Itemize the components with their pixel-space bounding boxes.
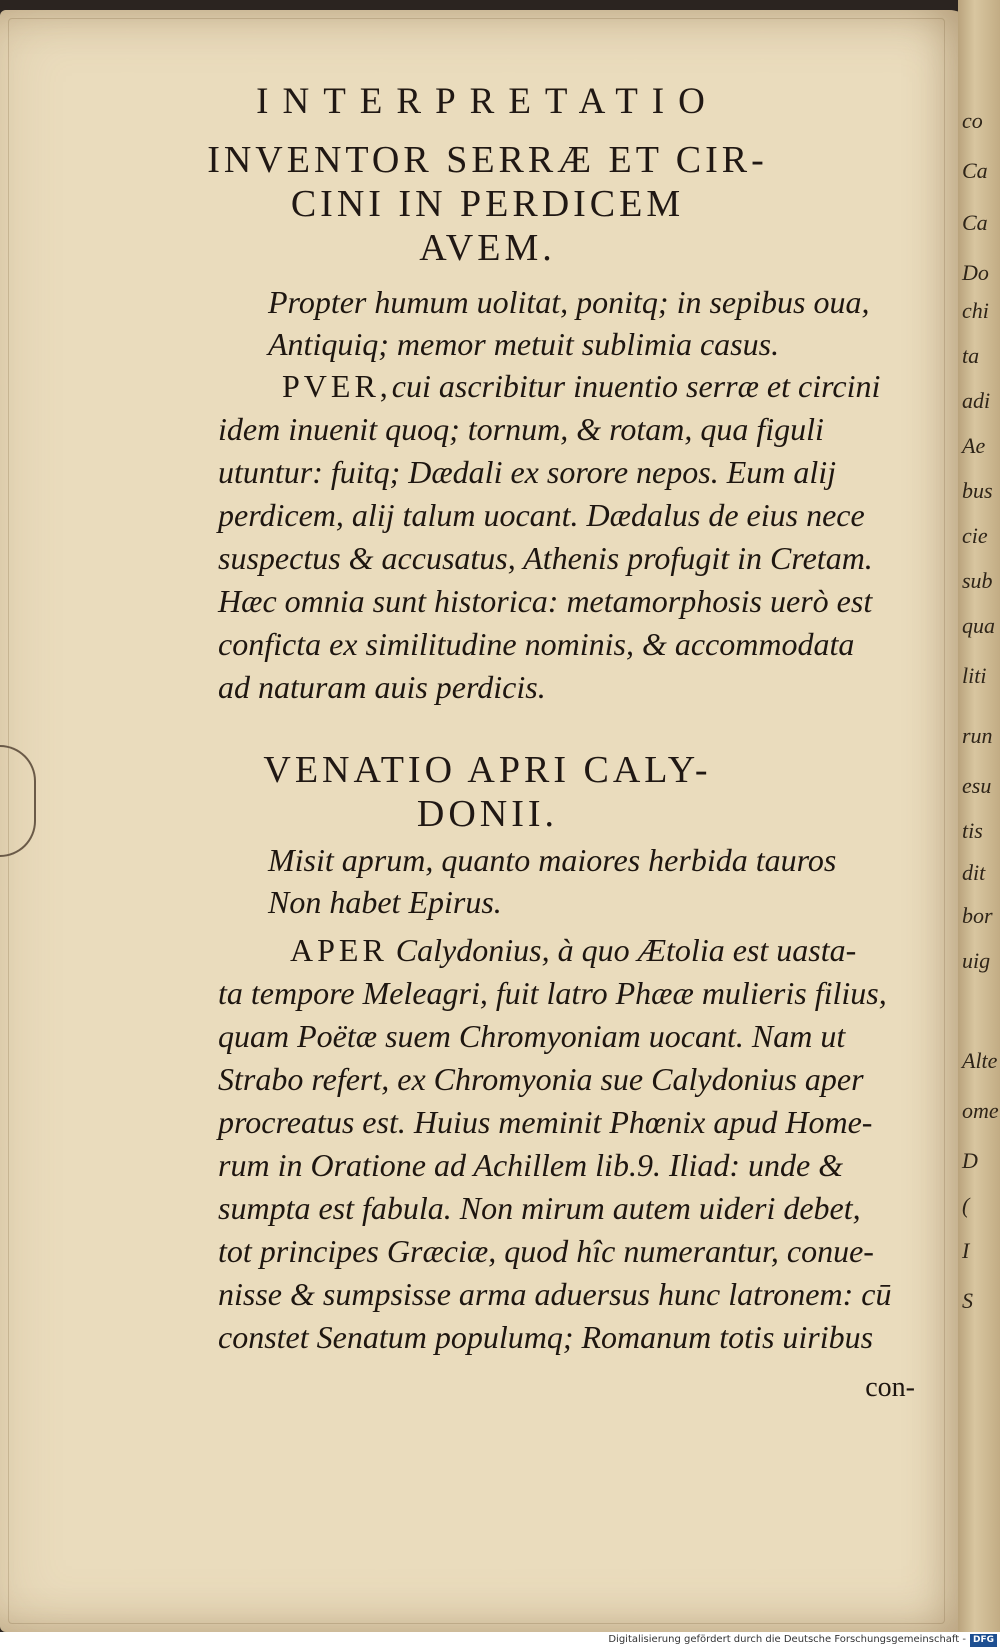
margin-fragment: bor [962,903,993,928]
margin-fragment: ome [962,1098,999,1123]
body-line: tot principes Græciæ, quod hîc numerantur, conue- [218,1233,874,1269]
verse-line: Antiquiq; memor metuit sublimia casus. [268,326,780,362]
margin-fragment: tis [962,818,983,843]
body-line: nisse & sumpsisse arma aduersus hunc latronem: cū [218,1276,892,1312]
margin-fragment: adi [962,388,991,413]
body-line: utuntur: fuitq; Dædali ex sorore nepos. Eum alij [218,454,837,490]
body-line: ta tempore Meleagri, fuit latro Phææ mulieris filius, [218,975,887,1011]
body-line [290,932,856,969]
digitization-footer [0,1632,1000,1647]
body-line: idem inuenit quoq; tornum, & rotam, qua figuli [218,411,824,447]
margin-fragment: S [962,1288,973,1313]
verse-line: Propter humum uolitat, ponitq; in sepibus oua, [268,284,870,320]
margin-fragment: bus [962,478,993,503]
verse-line: Non habet Epirus. [268,884,502,920]
margin-fragment: sub [962,568,993,593]
body-line: procreatus est. Huius meminit Phœnix apud Home- [218,1104,873,1140]
section-title-line: CINI IN PERDICEM [290,183,685,225]
section-title-line: DONII. [416,793,559,835]
margin-fragment: chi [962,298,989,323]
margin-fragment: D [962,1148,978,1173]
margin-fragment: Ca [962,158,988,183]
margin-fragment: Ae [962,433,986,458]
lead-word: PVER, [282,368,392,404]
running-header: INTERPRETATIO [256,81,719,122]
lead-word: APER [290,932,388,968]
body-line: conficta ex similitudine nominis, & accommodata [218,626,855,662]
margin-fragment: Alte [962,1048,998,1073]
margin-fragment: Do [962,260,989,285]
margin-fragment: qua [962,613,995,638]
section-title-line: VENATIO APRI CALY- [263,749,712,791]
margin-fragment: esu [962,773,992,798]
body-line: perdicem, alij talum uocant. Dædalus de eius nece [218,497,865,533]
verse-line: Misit aprum, quanto maiores herbida tauros [268,842,837,878]
margin-fragment: ( [962,1193,970,1218]
margin-fragment: liti [962,663,987,688]
footer-text: Digitalisierung gefördert durch die Deutsche Forschungsgemeinschaft - [608,1634,966,1645]
margin-fragment: run [962,723,993,748]
book-page [0,10,975,1632]
body-text: cui ascribitur inuentio serræ et circini [391,368,881,404]
section-title-line: AVEM. [419,227,556,269]
body-line [282,368,880,405]
section-title-line: INVENTOR SERRÆ ET CIR- [207,139,768,181]
body-line: ad naturam auis perdicis. [218,669,546,705]
body-line: suspectus & accusatus, Athenis profugit in Cretam. [218,540,873,576]
margin-fragment: I [962,1238,970,1263]
body-text: Calydonius, à quo Ætolia est uasta- [395,932,857,968]
body-line: sumpta est fabula. Non mirum autem uideri debet, [218,1190,861,1226]
dfg-logo: DFG [970,1634,997,1647]
body-line: rum in Oratione ad Achillem lib.9. Iliad: unde & [218,1147,844,1183]
facing-page-edge [958,0,1000,1647]
catchword: con- [865,1372,915,1403]
body-line: Hæc omnia sunt historica: metamorphosis uerò est [218,583,873,619]
margin-fragment: co [962,108,983,133]
margin-fragment: cie [962,523,988,548]
margin-fragment: Ca [962,210,988,235]
margin-fragment: dit [962,860,986,885]
body-line: quam Poëtæ suem Chromyoniam uocant. Nam ut [218,1018,846,1054]
body-line: Strabo refert, ex Chromyonia sue Calydonius aper [218,1061,864,1097]
margin-fragment: uig [962,948,991,973]
margin-fragment: ta [962,343,980,368]
body-line: constet Senatum populumq; Romanum totis uiribus [218,1319,874,1355]
